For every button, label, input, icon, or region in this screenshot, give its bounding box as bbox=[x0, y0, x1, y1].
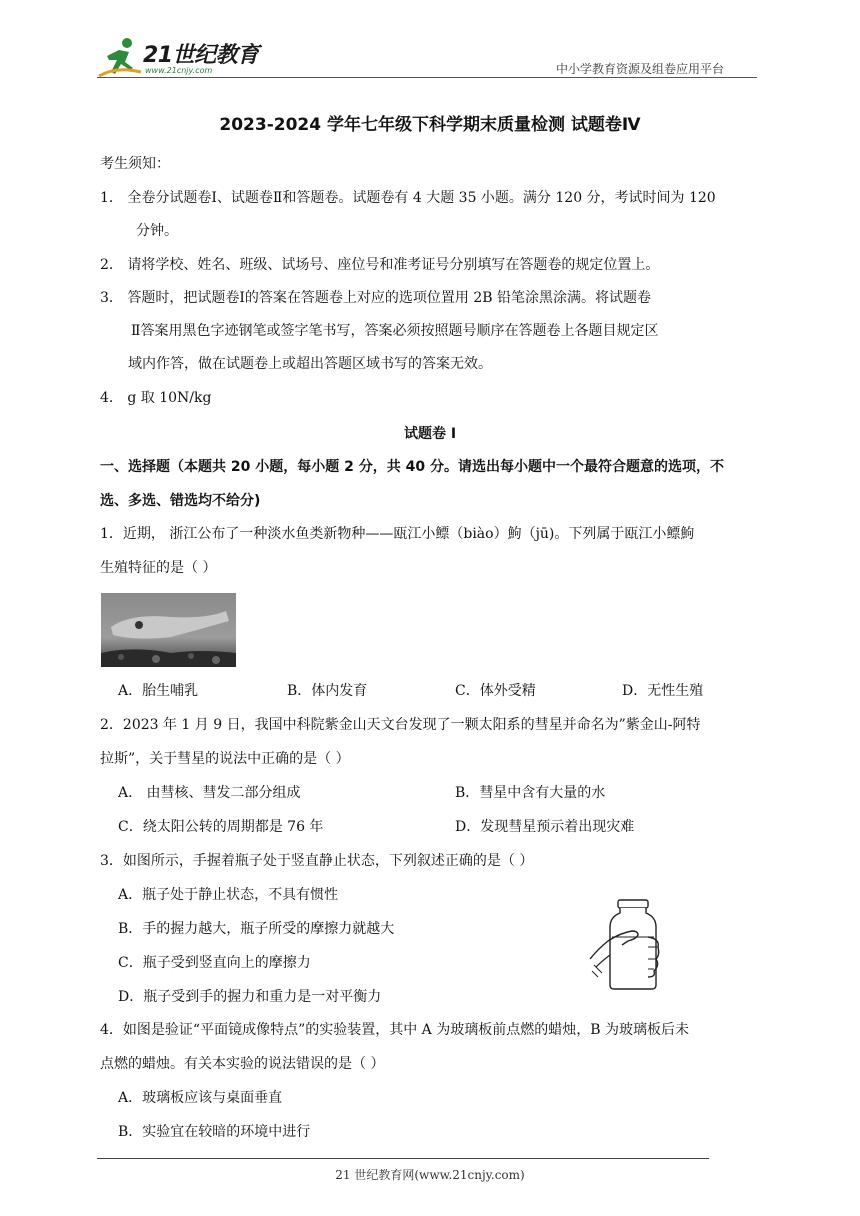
part1-heading-line-1: 一、选择题（本题共 20 小题，每小题 2 分，共 40 分。请选出每小题中一个最符合题意的选项，不 bbox=[100, 459, 724, 475]
question-3-option-d: D．瓶子受到手的握力和重力是一对平衡力 bbox=[118, 989, 382, 1005]
question-1-option-d: D．无性生殖 bbox=[622, 683, 704, 699]
section-title: 试题卷 I bbox=[403, 426, 457, 442]
question-1-option-a: A．胎生哺乳 bbox=[118, 683, 199, 699]
question-2-stem-line-1: 2．2023 年 1 月 9 日，我国中科院紫金山天文台发现了一颗太阳系的彗星并命名为”紫金山-阿特 bbox=[100, 717, 701, 733]
footer-divider bbox=[97, 1158, 709, 1159]
question-4-option-b: B．实验宜在较暗的环境中进行 bbox=[118, 1124, 311, 1140]
question-3-option-b: B．手的握力越大，瓶子所受的摩擦力就越大 bbox=[118, 921, 395, 937]
question-1-stem-line-2: 生殖特征的是（ ） bbox=[100, 560, 217, 576]
notice-item-1-line-1: 1． 全卷分试题卷Ⅰ、试题卷Ⅱ和答题卷。试题卷有 4 大题 35 小题。满分 120 分，考试时间为 120 bbox=[100, 190, 716, 206]
question-1-option-b: B．体内发育 bbox=[287, 683, 368, 699]
notice-item-1-line-2: 分钟。 bbox=[136, 223, 178, 239]
notice-item-4: 4． g 取 10N/kg bbox=[100, 390, 212, 406]
question-2-option-a: A． 由彗核、彗发二部分组成 bbox=[118, 785, 301, 801]
notice-item-3-line-1: 3． 答题时，把试题卷Ⅰ的答案在答题卷上对应的选项位置用 2B 铅笔涂黑涂满。将试题卷 bbox=[100, 290, 651, 306]
question-2-option-d: D．发现彗星预示着出现灾难 bbox=[455, 819, 635, 835]
footer-link[interactable]: 21 世纪教育网(www.21cnjy.com) bbox=[335, 1168, 525, 1182]
hand-bottle-figure bbox=[588, 897, 676, 993]
logo-text: 21世纪教育 bbox=[143, 43, 259, 68]
header-divider bbox=[97, 77, 757, 78]
question-4-stem-line-1: 4．如图是验证“平面镜成像特点”的实验装置，其中 A 为玻璃板前点燃的蜡烛，B 为玻璃板后未 bbox=[100, 1022, 689, 1038]
header-platform-text: 中小学教育资源及组卷应用平台 bbox=[556, 62, 725, 76]
part1-heading-line-2: 选、多选、错选均不给分) bbox=[100, 493, 261, 509]
notice-item-3-line-2: Ⅱ答案用黑色字迹钢笔或签字笔书写，答案必须按照题号顺序在答题卷上各题目规定区 bbox=[131, 323, 659, 339]
question-3-option-c: C．瓶子受到竖直向上的摩擦力 bbox=[118, 955, 311, 971]
question-4-stem-line-2: 点燃的蜡烛。有关本实验的说法错误的是（ ） bbox=[100, 1056, 385, 1072]
site-logo bbox=[97, 36, 262, 80]
question-3-stem: 3．如图所示，手握着瓶子处于竖直静止状态，下列叙述正确的是（ ） bbox=[100, 853, 534, 869]
question-2-option-b: B．彗星中含有大量的水 bbox=[455, 785, 606, 801]
notice-item-3-line-3: 域内作答，做在试题卷上或超出答题区域书写的答案无效。 bbox=[128, 356, 492, 372]
fish-photo bbox=[101, 593, 236, 667]
question-2-stem-line-2: 拉斯”，关于彗星的说法中正确的是（ ） bbox=[100, 751, 350, 767]
notice-heading: 考生须知： bbox=[100, 156, 170, 172]
question-4-option-a: A．玻璃板应该与桌面垂直 bbox=[118, 1090, 283, 1106]
question-1-option-c: C．体外受精 bbox=[455, 683, 536, 699]
question-2-option-c: C．绕太阳公转的周期都是 76 年 bbox=[118, 819, 324, 835]
notice-item-2: 2． 请将学校、姓名、班级、试场号、座位号和准考证号分别填写在答题卷的规定位置上。 bbox=[100, 257, 660, 273]
question-3-option-a: A．瓶子处于静止状态，不具有惯性 bbox=[118, 887, 339, 903]
page-title: 2023-2024 学年七年级下科学期末质量检测 试题卷Ⅳ bbox=[219, 115, 641, 135]
runner-logo-icon bbox=[97, 36, 143, 80]
question-1-stem-line-1: 1．近期， 浙江公布了一种淡水鱼类新物种——瓯江小鳔（biào）鮈（jū)。下列属于瓯江小鳔鮈 bbox=[100, 526, 695, 542]
logo-url: www.21cnjy.com bbox=[145, 66, 213, 75]
